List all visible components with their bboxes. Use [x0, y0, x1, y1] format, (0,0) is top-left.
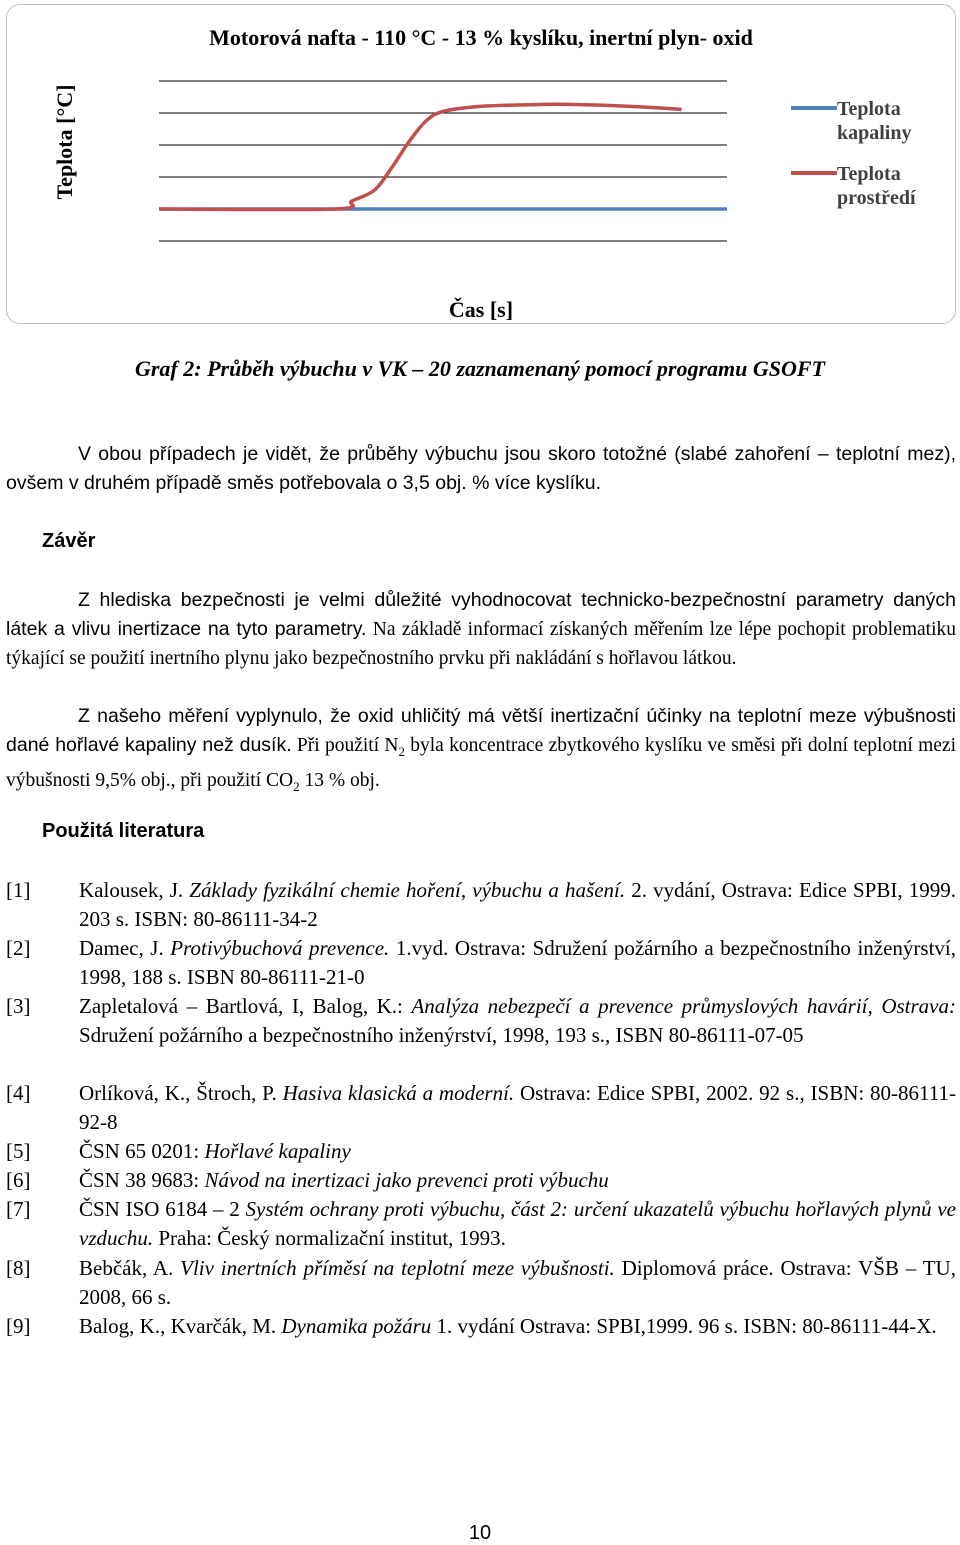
reference-title: Systém ochrany proti výbuchu, část 2: určení ukazatelů výbuchu hořlavých plynů ve vzduchu.: [79, 1197, 956, 1250]
reference-item-1: [6, 876, 956, 934]
plot-area: [147, 71, 737, 251]
conclusion-p1-part-b: Na základě informací získaných měřením lze lépe pochopit problematiku týkající se použití inertního plynu jako bezpečnostního prvku při nakládání s hořlavou látkou.: [6, 619, 956, 669]
legend-swatch-1: [791, 171, 837, 175]
reference-title: Vliv inertních příměsí na teplotní meze výbušnosti.: [180, 1256, 615, 1280]
reference-authors: ČSN 38 9683:: [79, 1168, 205, 1192]
reference-authors: ČSN 65 0201:: [79, 1139, 205, 1163]
reference-number: [7]: [6, 1197, 31, 1221]
reference-authors: Zapletalová – Bartlová, I, Balog, K.:: [79, 994, 412, 1018]
reference-title: Dynamika požáru: [281, 1314, 432, 1338]
conclusion-paragraph-2: [6, 702, 956, 801]
reference-number: [4]: [6, 1081, 31, 1105]
reference-details: 2. vydání, Ostrava: Edice SPBI, 1999. 203 s. ISBN: 80-86111-34-2: [79, 878, 956, 931]
references-heading: Použitá literatura: [42, 820, 205, 842]
reference-item-2: [6, 934, 956, 992]
reference-authors: Balog, K., Kvarčák, M.: [79, 1314, 282, 1338]
chart-container: [6, 4, 956, 324]
legend-label-1: Teplota prostředí: [837, 163, 916, 209]
reference-title: Základy fyzikální chemie hoření, výbuchu a hašení.: [189, 878, 626, 902]
conclusion-p1-part-a: Z hlediska bezpečnosti je velmi důležité vyhodnocovat technicko-bezpečnostní parametry daných látek a vlivu inertizace na tyto parametry.: [6, 589, 956, 640]
paragraph-summary: [6, 440, 956, 498]
reference-details: Diplomová práce. Ostrava: VŠB – TU, 2008, 66 s.: [79, 1256, 956, 1309]
reference-details: 1. vydání Ostrava: SPBI,1999. 96 s. ISBN: 80-86111-44-X.: [431, 1314, 937, 1338]
reference-item-8: [6, 1254, 956, 1312]
reference-item-4: [6, 1079, 956, 1137]
reference-number: [2]: [6, 936, 31, 960]
reference-number: [3]: [6, 994, 31, 1018]
conclusion-heading: Závěr: [42, 530, 96, 552]
reference-item-9: [6, 1312, 956, 1341]
conclusion-p2-part-c: byla koncentrace zbytkového kyslíku ve směsi při dolní teplotní mezi výbušnosti 9,5% obj., při použití CO: [6, 735, 956, 791]
reference-number: [8]: [6, 1256, 31, 1280]
series-line-1: [159, 104, 682, 209]
reference-title: Hasiva klasická a moderní.: [282, 1081, 515, 1105]
chart-title: Motorová nafta - 110 °C - 13 % kyslíku, inertní plyn- oxid: [209, 25, 753, 50]
paragraph-summary-text: V obou případech je vidět, že průběhy výbuchu jsou skoro totožné (slabé zahoření – teplotní mez), ovšem v druhém případě směs potřebovala o 3,5 obj. % více kyslíku.: [6, 443, 956, 494]
figure-caption: Graf 2: Průběh výbuchu v VK – 20 zaznamenaný pomocí programu GSOFT: [134, 356, 825, 381]
reference-item-6: [6, 1166, 956, 1195]
reference-number: [1]: [6, 878, 31, 902]
reference-number: [6]: [6, 1168, 31, 1192]
reference-title: Protivýbuchová prevence.: [170, 936, 390, 960]
conclusion-p2-part-b: Při použití N: [291, 735, 399, 756]
reference-authors: Kalousek, J.: [79, 878, 190, 902]
reference-title: Hořlavé kapaliny: [204, 1139, 351, 1163]
conclusion-p2-part-d: 13 % obj.: [299, 769, 380, 791]
reference-item-5: [6, 1137, 956, 1166]
reference-details: Praha: Český normalizační institut, 1993.: [153, 1226, 506, 1250]
x-axis-label: Čas [s]: [448, 297, 514, 322]
reference-details: 1.vyd. Ostrava: Sdružení požárního a bezpečnostního inženýrství, 1998, 188 s. ISBN 80-86111-21-0: [79, 936, 957, 989]
reference-authors: ČSN ISO 6184 – 2: [79, 1197, 246, 1221]
conclusion-paragraph-1: [6, 586, 956, 673]
reference-item-7: [6, 1195, 956, 1253]
reference-authors: Bebčák, A.: [79, 1256, 181, 1280]
conclusion-p2-sub2: 2: [293, 778, 300, 794]
reference-authors: Damec, J.: [79, 936, 171, 960]
reference-title: Návod na inertizaci jako prevenci proti výbuchu: [204, 1168, 609, 1192]
reference-authors: Orlíková, K., Štroch, P.: [79, 1081, 283, 1105]
reference-title: Analýza nebezpečí a prevence průmyslových havárií, Ostrava:: [411, 994, 956, 1018]
legend-label-0: Teplota kapaliny: [837, 98, 912, 144]
reference-details: Sdružení požárního a bezpečnostního inženýrství, 1998, 193 s., ISBN 80-86111-07-05: [79, 1023, 804, 1047]
reference-details: Ostrava: Edice SPBI, 2002. 92 s., ISBN: 80-86111-92-8: [79, 1081, 956, 1134]
legend-swatch-0: [791, 106, 837, 110]
page-number: 10: [468, 1522, 492, 1544]
conclusion-p2-sub1: 2: [398, 743, 405, 759]
y-axis-label: Teplota [°C]: [52, 84, 77, 200]
reference-item-3: [6, 992, 956, 1050]
reference-number: [9]: [6, 1314, 31, 1338]
reference-number: [5]: [6, 1139, 31, 1163]
conclusion-p2-part-a: Z našeho měření vyplynulo, že oxid uhličitý má větší inertizační účinky na teplotní meze výbušnosti dané hořlavé kapaliny než dusík.: [6, 705, 956, 756]
y-axis-label-wrap: [43, 67, 87, 217]
